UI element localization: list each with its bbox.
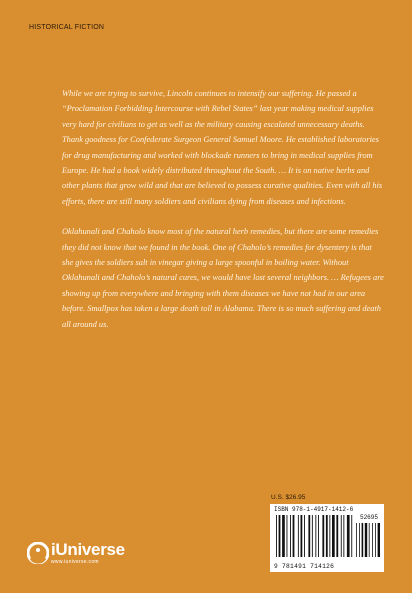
publisher-name: iUniverse (51, 540, 125, 559)
paragraph-1: While we are trying to survive, Lincoln continues to intensify our suffering. He passed a “Proclamation Forbidding Intercourse with Rebel States” last year making medical supplies very hard for civilians to get as well as the military causing escalated unnecessary deaths. Thank goodness for Confederate Surgeon General Samuel Moore. He established laboratories for drug manufacturing and worked with blockade runners to bring in medical supplies from Europe. He had a book widely distributed throughout the South. … It is on native herbs and other plants that grow wild and that are believed to possess curative qualities. Even with all his efforts, there are still many soldiers and civilians dying from diseases and infections. (62, 89, 383, 206)
genre-label: HISTORICAL FICTION (29, 24, 105, 31)
publisher-url: www.iuniverse.com (51, 559, 99, 565)
iuniverse-swirl-icon (27, 542, 49, 564)
barcode-digits: 9 781491 714126 (274, 563, 335, 570)
price-label: U.S. $26.95 (271, 494, 306, 501)
isbn-text: ISBN 978-1-4917-1412-6 (274, 506, 354, 513)
barcode-bars (276, 515, 380, 559)
paragraph-2: Oklahunali and Chaholo know most of the natural herb remedies, but there are some remedies they did not know that we found in the book. One of Chaholo’s remedies for dysentery is that she gives the soldiers salt in vinegar giving a large spoonful in boiling water. Without Oklahunali and Chaholo’s natural cures, we would have lost several neighbors. … Refugees are showing up from everywhere and bringing with them diseases we have not had in our area before. Smallpox has taken a large death toll in Alabama. There is so much suffering and death all around us. (62, 227, 384, 329)
back-cover-text (62, 86, 384, 347)
barcode (270, 504, 384, 572)
publisher-logo (27, 541, 125, 565)
barcode-addon: 52695 (359, 514, 378, 521)
